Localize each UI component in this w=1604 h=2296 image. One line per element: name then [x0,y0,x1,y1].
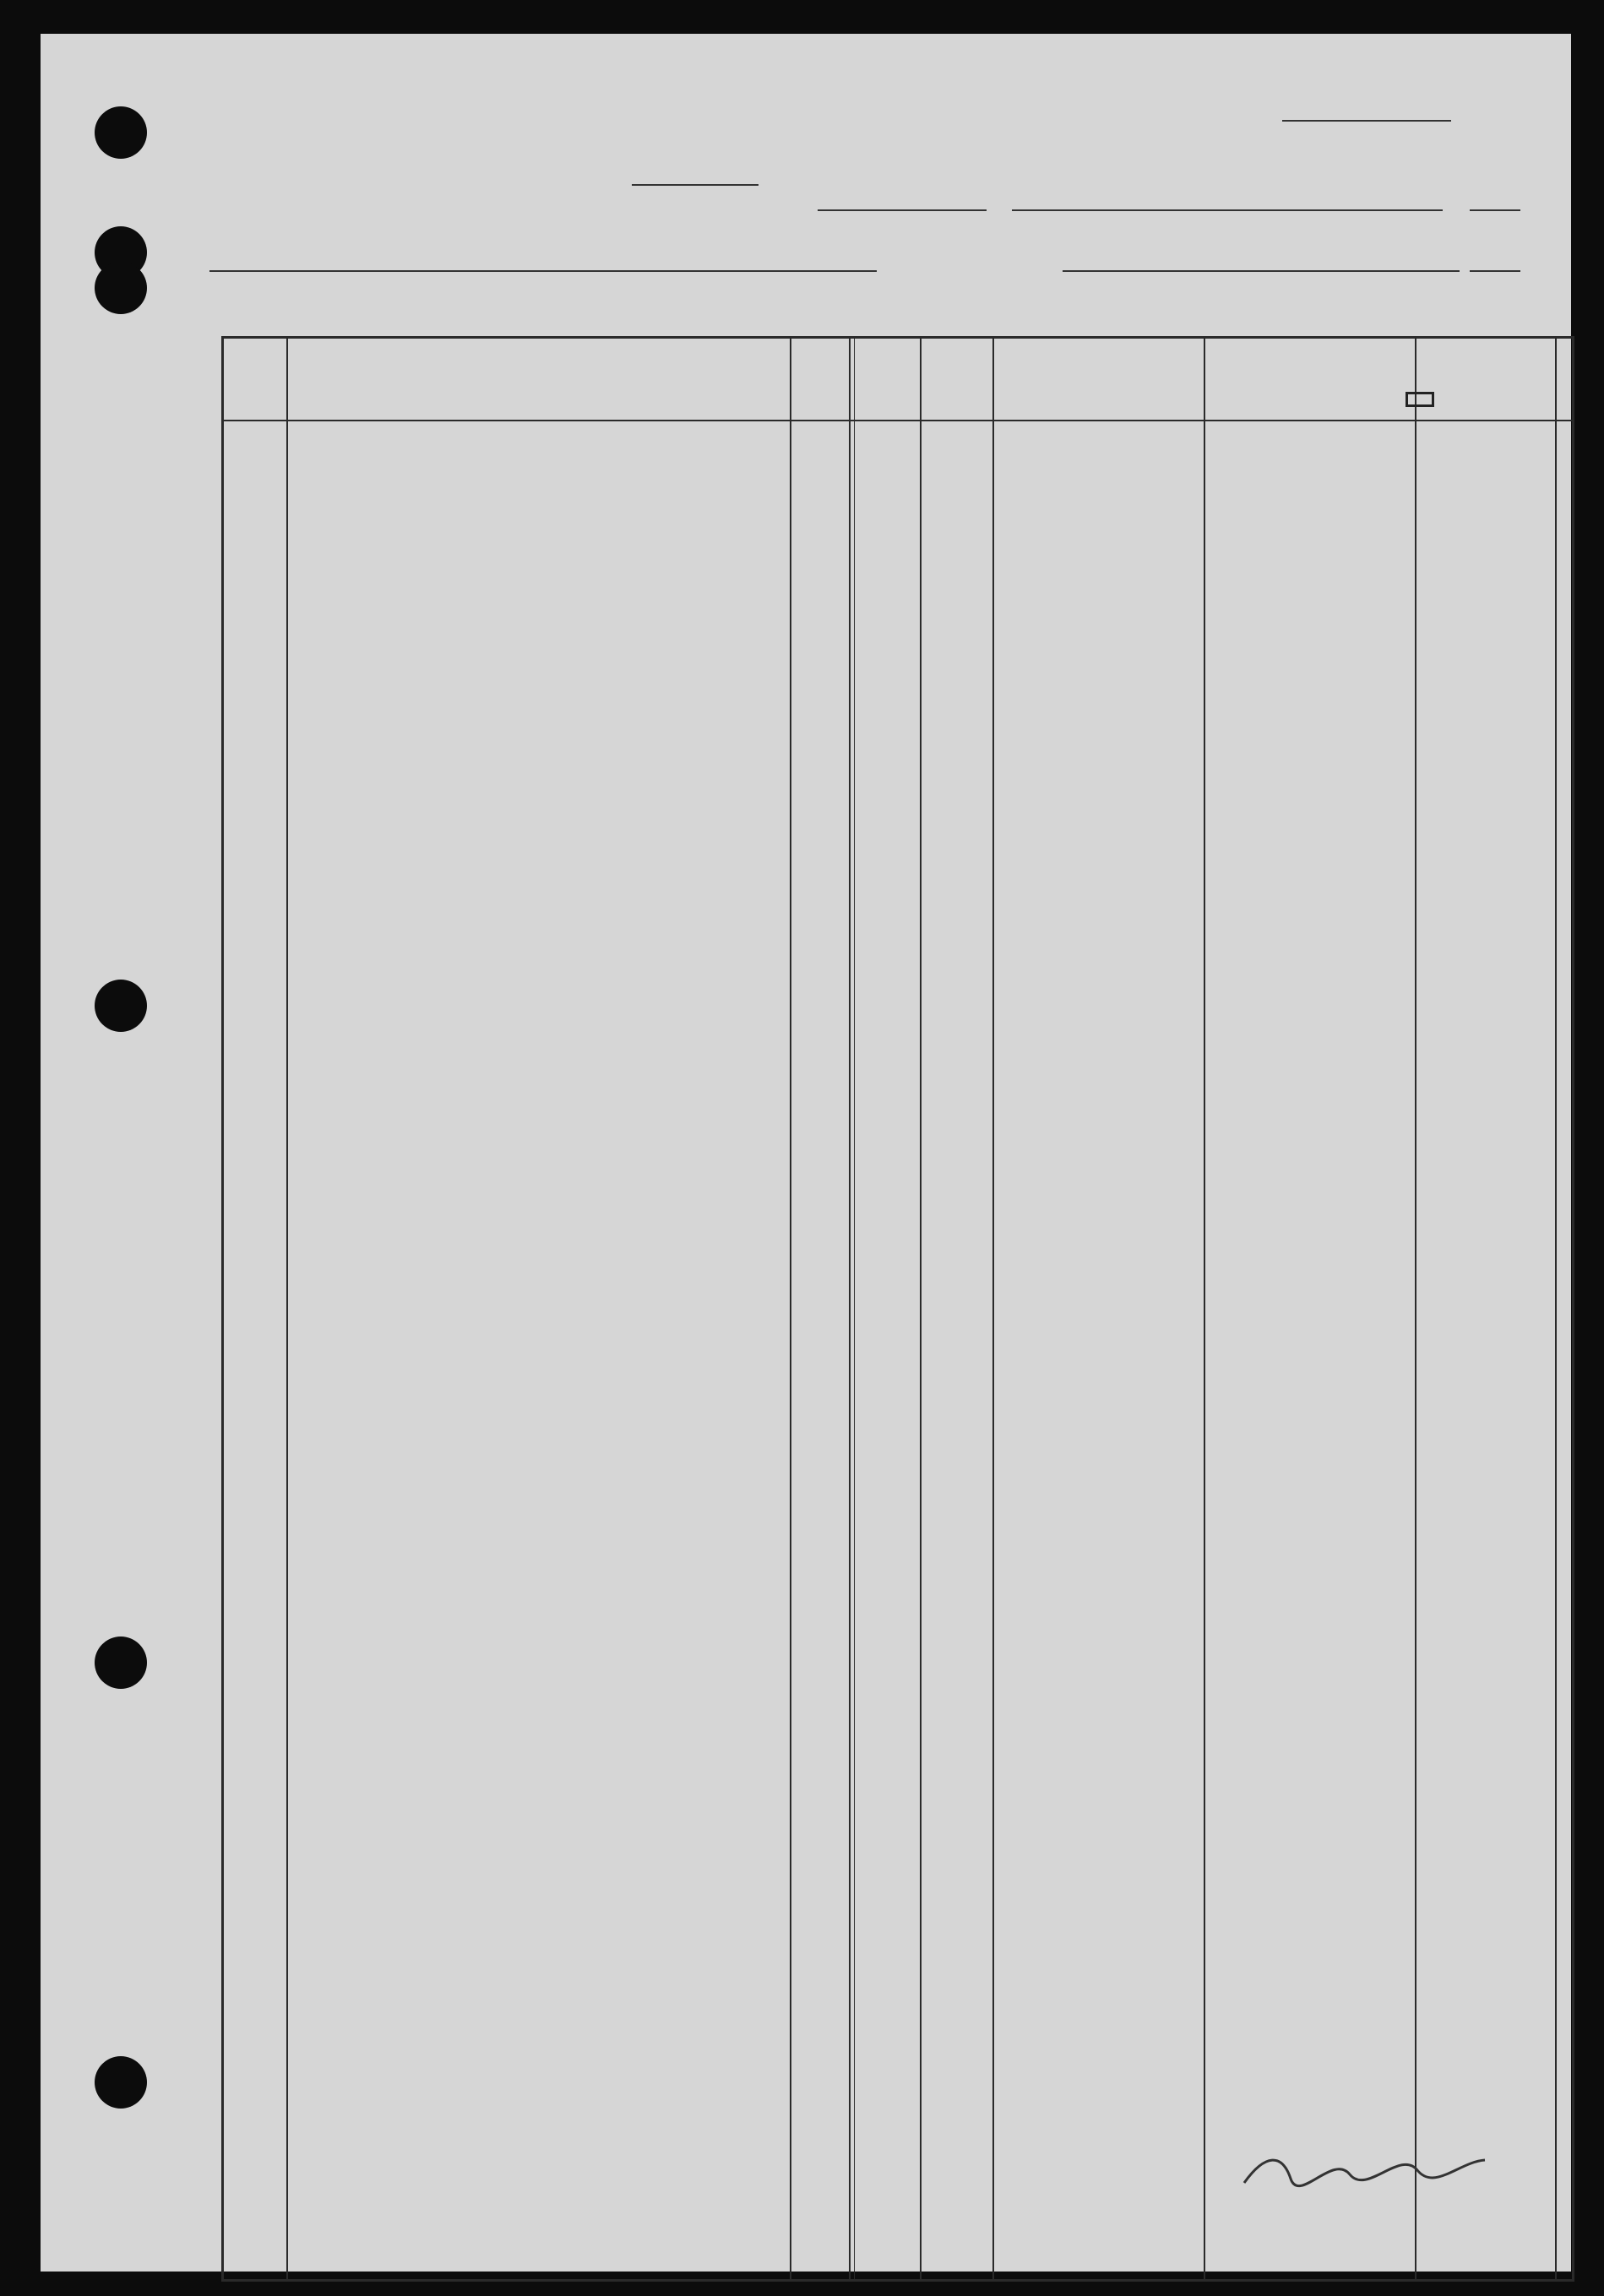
passenger-table [221,336,1574,2282]
punch-hole [95,262,147,314]
document-page [41,34,1571,2272]
punch-hole [95,1637,147,1689]
punch-hole [95,980,147,1032]
punch-hole [95,106,147,159]
punch-hole [95,2056,147,2109]
us-citizen-stamp [1406,392,1434,407]
inspector-signature [1240,2145,1493,2196]
